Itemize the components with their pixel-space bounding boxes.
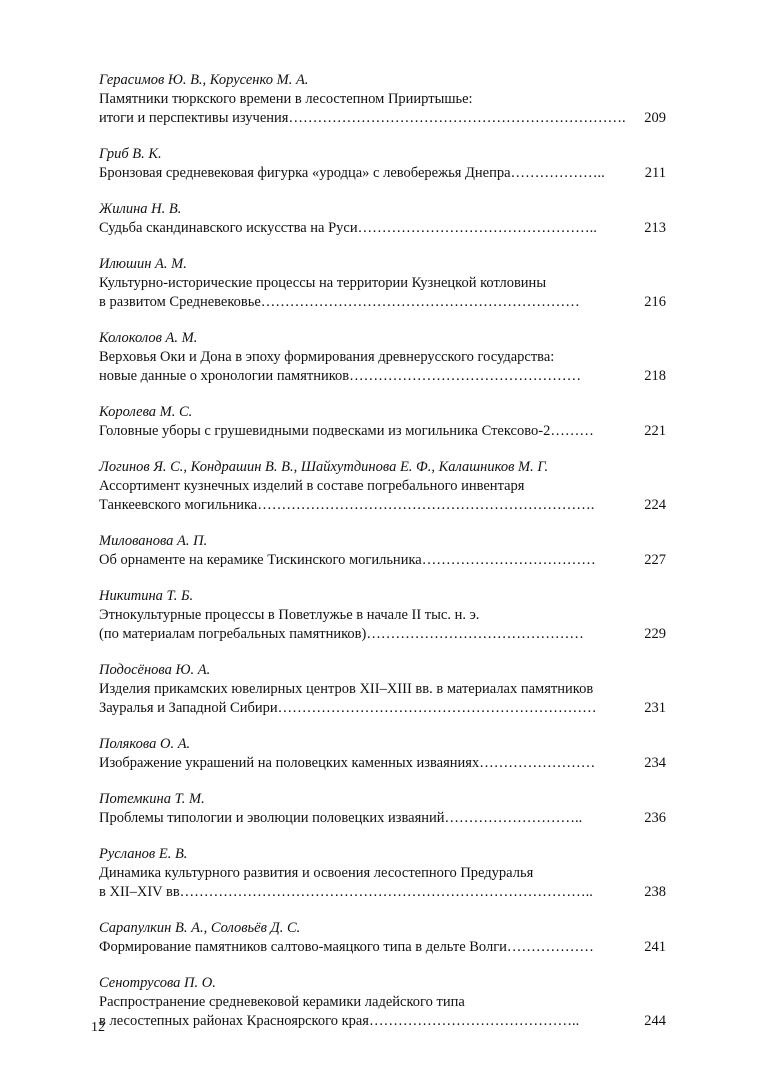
entry-author: Жилина Н. В.: [99, 201, 182, 217]
toc-entry: [99, 71, 666, 128]
entry-page-number: 244: [644, 1013, 666, 1029]
entry-title-line: Изображение украшений на половецких каменных изваяниях……………………: [99, 755, 596, 771]
entry-title-line: Головные уборы с грушевидными подвесками из могильника Стексово-2………: [99, 423, 594, 439]
toc-entry-text: [99, 145, 629, 183]
toc-entry: [99, 145, 666, 183]
toc-entry-text: [99, 255, 629, 312]
toc-entry-text: [99, 790, 629, 828]
entry-page-number: 236: [644, 810, 666, 826]
table-of-contents: [99, 71, 666, 1048]
entry-page-number: 209: [644, 110, 666, 126]
entry-title-line: Верховья Оки и Дона в эпоху формирования древнерусского государства:: [99, 349, 555, 365]
toc-entry: [99, 845, 666, 902]
entry-title-line: в лесостепных районах Красноярского края……………………………………..: [99, 1013, 580, 1029]
entry-page-number: 224: [644, 497, 666, 513]
entry-title-line: Судьба скандинавского искусства на Руси…………………………………………..: [99, 220, 597, 236]
toc-entry: [99, 255, 666, 312]
entry-author: Королева М. С.: [99, 404, 193, 420]
toc-entry-text: [99, 587, 629, 644]
toc-entry-text: [99, 974, 629, 1031]
entry-author: Подосёнова Ю. А.: [99, 662, 211, 678]
entry-author: Потемкина Т. М.: [99, 791, 205, 807]
entry-title-line: новые данные о хронологии памятников…………………………………………: [99, 368, 582, 384]
entry-title-line: Об орнаменте на керамике Тискинского могильника………………………………: [99, 552, 596, 568]
entry-page-number: 227: [644, 552, 666, 568]
toc-entry: [99, 403, 666, 441]
entry-page-number: 231: [644, 700, 666, 716]
entry-author: Колоколов А. М.: [99, 330, 198, 346]
toc-entry: [99, 919, 666, 957]
entry-author: Логинов Я. С., Кондрашин В. В., Шайхутдинова Е. Ф., Калашников М. Г.: [99, 459, 549, 475]
toc-entry-text: [99, 919, 629, 957]
toc-entry: [99, 974, 666, 1031]
toc-entry: [99, 458, 666, 515]
entry-author: Милованова А. П.: [99, 533, 208, 549]
entry-page-number: 241: [644, 939, 666, 955]
entry-title-line: (по материалам погребальных памятников)………………………………………: [99, 626, 584, 642]
toc-entry: [99, 329, 666, 386]
toc-entry-text: [99, 458, 629, 515]
toc-entry: [99, 587, 666, 644]
entry-title-line: Проблемы типологии и эволюции половецких изваяний………………………..: [99, 810, 583, 826]
toc-entry: [99, 200, 666, 238]
entry-author: Русланов Е. В.: [99, 846, 188, 862]
entry-page-number: 211: [644, 165, 666, 181]
toc-entry: [99, 532, 666, 570]
entry-page-number: 238: [644, 884, 666, 900]
entry-title-line: Зауралья и Западной Сибири…………………………………………………………: [99, 700, 597, 716]
entry-title-line: Динамика культурного развития и освоения лесостепного Предуралья: [99, 865, 534, 881]
toc-entry-text: [99, 71, 629, 128]
entry-title-line: Формирование памятников салтово-маяцкого типа в дельте Волги………………: [99, 939, 594, 955]
entry-author: Илюшин А. М.: [99, 256, 187, 272]
entry-author: Никитина Т. Б.: [99, 588, 194, 604]
entry-title-line: в XII–XIV вв…………………………………………………………………………..: [99, 884, 593, 900]
entry-title-line: в развитом Средневековье…………………………………………………………: [99, 294, 580, 310]
entry-title-line: Бронзовая средневековая фигурка «уродца» с левобережья Днепра………………..: [99, 165, 605, 181]
toc-entry: [99, 735, 666, 773]
toc-entry-text: [99, 403, 629, 441]
toc-entry-text: [99, 532, 629, 570]
entry-title-line: Распространение средневековой керамики ладейского типа: [99, 994, 465, 1010]
entry-page-number: 234: [644, 755, 666, 771]
toc-entry: [99, 661, 666, 718]
entry-page-number: 229: [644, 626, 666, 642]
toc-entry-text: [99, 200, 629, 238]
entry-author: Полякова О. А.: [99, 736, 191, 752]
page-number: 12: [91, 1020, 105, 1035]
entry-author: Сарапулкин В. А., Соловьёв Д. С.: [99, 920, 301, 936]
entry-title-line: Изделия прикамских ювелирных центров XII–XIII вв. в материалах памятников: [99, 681, 594, 697]
entry-author: Сенотрусова П. О.: [99, 975, 216, 991]
entry-title-line: Этнокультурные процессы в Поветлужье в начале II тыс. н. э.: [99, 607, 480, 623]
entry-page-number: 216: [644, 294, 666, 310]
toc-entry-text: [99, 661, 629, 718]
entry-author: Гриб В. К.: [99, 146, 162, 162]
entry-title-line: Танкеевского могильника…………………………………………………………….: [99, 497, 595, 513]
entry-title-line: Памятники тюркского времени в лесостепном Прииртышье:: [99, 91, 473, 107]
toc-entry-text: [99, 329, 629, 386]
entry-title-line: Ассортимент кузнечных изделий в составе погребального инвентаря: [99, 478, 525, 494]
entry-author: Герасимов Ю. В., Корусенко М. А.: [99, 72, 309, 88]
entry-title-line: итоги и перспективы изучения…………………………………………………………….: [99, 110, 626, 126]
entry-page-number: 213: [644, 220, 666, 236]
entry-title-line: Культурно-исторические процессы на территории Кузнецкой котловины: [99, 275, 547, 291]
toc-entry-text: [99, 845, 629, 902]
entry-page-number: 221: [644, 423, 666, 439]
toc-entry-text: [99, 735, 629, 773]
toc-entry: [99, 790, 666, 828]
entry-page-number: 218: [644, 368, 666, 384]
